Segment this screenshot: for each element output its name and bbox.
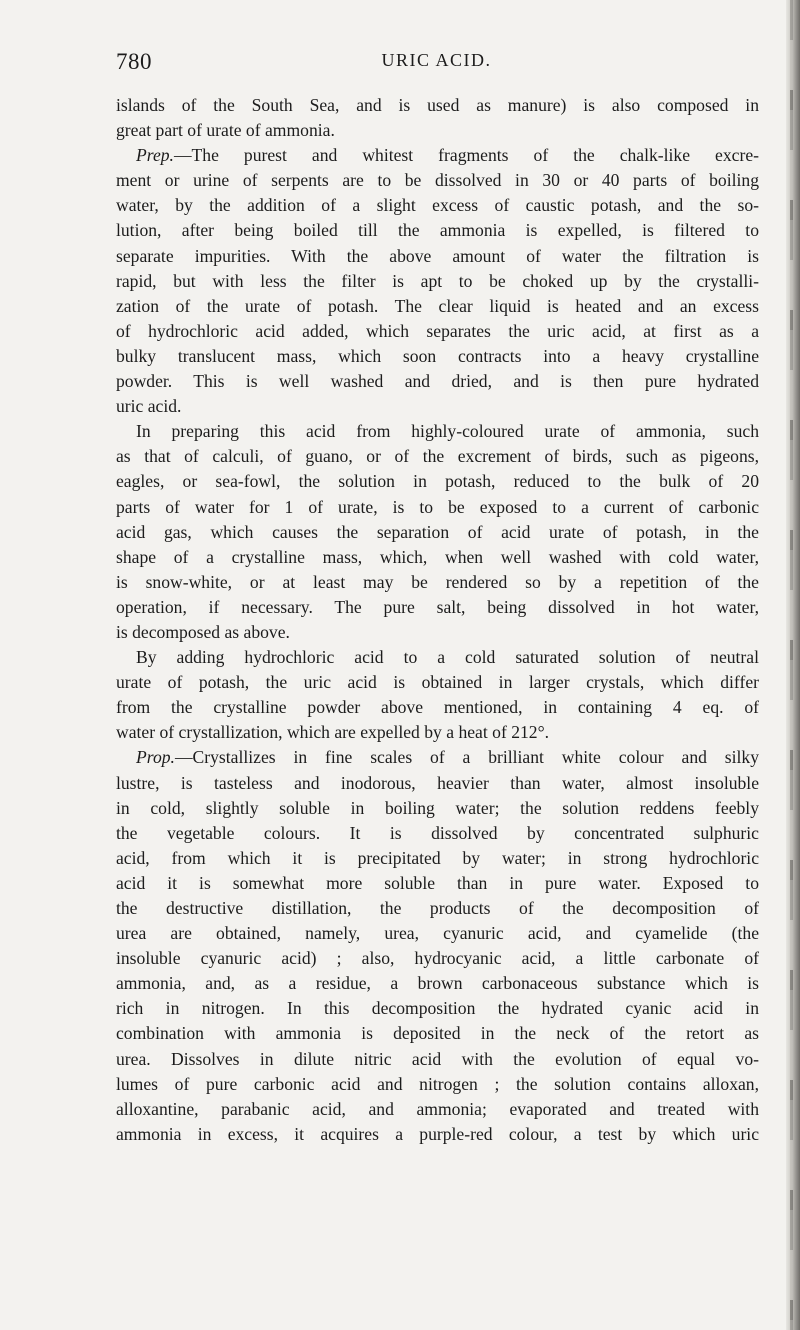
text-line: ammonia, and, as a residue, a brown carbonaceous substance which is (116, 973, 759, 994)
text-line: the destructive distillation, the products of the decomposition of (116, 898, 759, 918)
text-line: great part of urate of ammonia. (116, 120, 335, 141)
text-line: urate of potash, the uric acid is obtained in larger crystals, which differ (116, 672, 759, 693)
text-line: eagles, or sea-fowl, the solution in potash, reduced to the bulk of 20 (116, 471, 759, 492)
text-line: By adding hydrochloric acid to a cold saturated solution of neutral (136, 647, 759, 668)
text-line: In preparing this acid from highly-coloured urate of ammonia, such (136, 421, 759, 442)
text-line: parts of water for 1 of urate, is to be exposed to a current of carbonic (116, 496, 759, 517)
paragraph-prep (116, 143, 759, 419)
text-line: acid gas, which causes the separation of acid urate of potash, in the (116, 521, 759, 542)
text-line: alloxantine, parabanic acid, and ammonia; evaporated and treated with (116, 1098, 759, 1119)
text-line: acid, from which it is precipitated by water; in strong hydrochloric (116, 847, 759, 868)
text-line: ment or urine of serpents are to be dissolved in 30 or 40 parts of boiling (116, 170, 759, 191)
text-line (116, 143, 759, 168)
text-line: insoluble cyanuric acid) ; also, hydrocyanic acid, a little carbonate of (116, 948, 759, 969)
section-label-prop: Prop. (136, 747, 175, 768)
text-line: lution, after being boiled till the ammonia is expelled, is filtered to (116, 220, 759, 241)
text-line: lustre, is tasteless and inodorous, heavier than water, almost insoluble (116, 772, 759, 793)
text-line: ammonia in excess, it acquires a purple-red colour, a test by which uric (116, 1123, 759, 1144)
running-head: URIC ACID. (381, 50, 492, 70)
text-line: is snow-white, or at least may be rendered so by a repetition of the (116, 571, 759, 592)
section-label-prep: Prep. (136, 145, 174, 166)
text-line: lumes of pure carbonic acid and nitrogen ; the solution contains alloxan, (116, 1073, 759, 1094)
page-header (116, 49, 757, 79)
paragraph-prop (116, 745, 759, 1147)
paragraph (116, 419, 759, 645)
text-line: bulky translucent mass, which soon contracts into a heavy crystalline (116, 345, 759, 366)
text-line: uric acid. (116, 396, 182, 417)
page-edge (786, 0, 800, 1330)
text-line: is decomposed as above. (116, 621, 290, 642)
text-line: separate impurities. With the above amount of water the filtration is (116, 245, 759, 266)
text-line: zation of the urate of potash. The clear liquid is heated and an excess (116, 295, 759, 316)
paragraph (116, 645, 759, 745)
body-text (116, 93, 759, 1147)
text-line (116, 745, 759, 770)
text-fragment: —Crystallizes in fine scales of a brilliant white colour and silky (174, 747, 759, 768)
text-line: water of crystallization, which are expelled by a heat of 212°. (116, 722, 550, 743)
text-line: as that of calculi, of guano, or of the excrement of birds, such as pigeons, (116, 446, 759, 467)
text-line: in cold, slightly soluble in boiling water; the solution reddens feebly (116, 797, 759, 818)
text-fragment: —The purest and whitest fragments of the chalk-like excre- (173, 145, 759, 166)
text-line: urea are obtained, namely, urea, cyanuric acid, and cyamelide (the (116, 923, 759, 944)
text-line: islands of the South Sea, and is used as manure) is also composed in (116, 95, 759, 115)
text-line: combination with ammonia is deposited in the neck of the retort as (116, 1023, 759, 1044)
text-line: acid it is somewhat more soluble than in pure water. Exposed to (116, 872, 759, 893)
text-line: rich in nitrogen. In this decomposition the hydrated cyanic acid in (116, 998, 759, 1019)
text-line: water, by the addition of a slight excess of caustic potash, and the so- (116, 195, 759, 216)
text-line: the vegetable colours. It is dissolved by concentrated sulphuric (116, 822, 759, 843)
page-number: 780 (116, 49, 152, 74)
paragraph (116, 93, 759, 143)
text-line: of hydrochloric acid added, which separates the uric acid, at first as a (116, 320, 759, 341)
text-line: rapid, but with less the filter is apt to be choked up by the crystalli- (116, 270, 759, 291)
text-line: shape of a crystalline mass, which, when well washed with cold water, (116, 546, 759, 567)
text-line: urea. Dissolves in dilute nitric acid with the evolution of equal vo- (116, 1048, 759, 1069)
text-line: operation, if necessary. The pure salt, being dissolved in hot water, (116, 596, 759, 617)
text-line: from the crystalline powder above mentioned, in containing 4 eq. of (116, 697, 759, 718)
text-line: powder. This is well washed and dried, and is then pure hydrated (116, 371, 759, 392)
